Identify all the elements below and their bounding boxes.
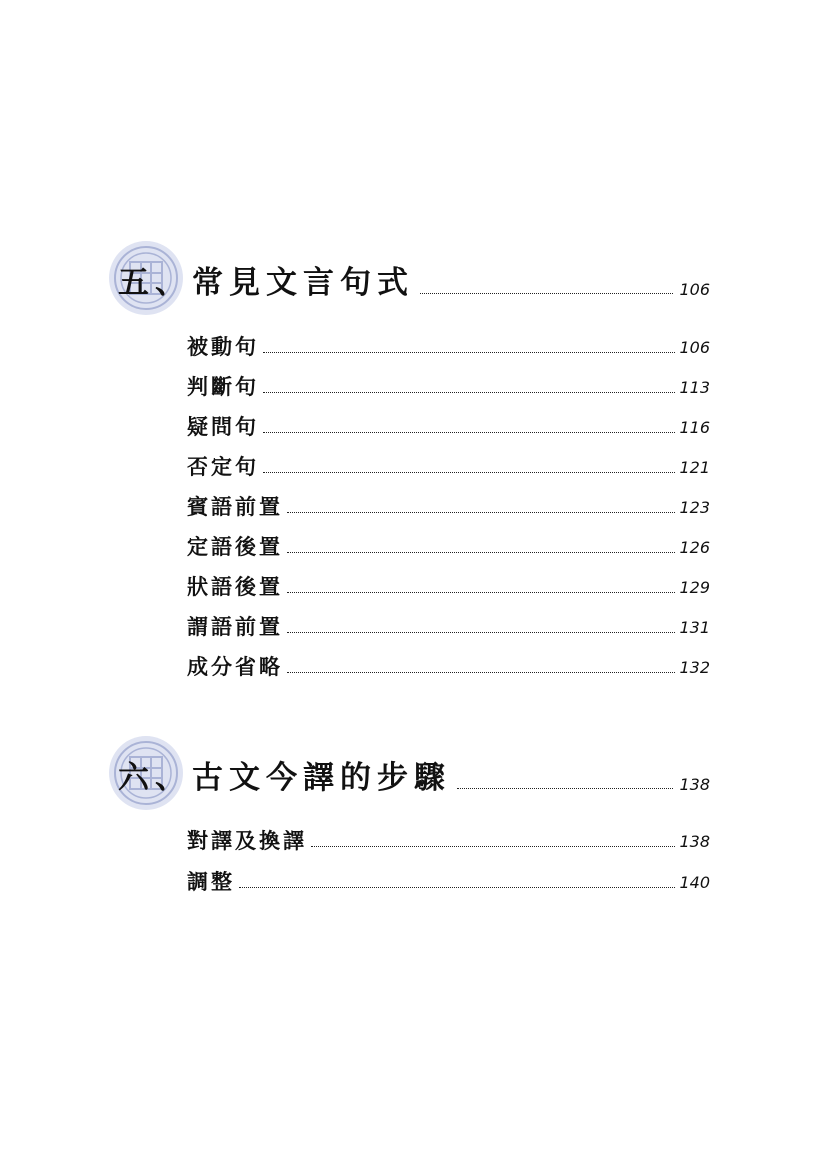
toc-entry-title: 謂語前置 [187,614,283,639]
toc-heading-title: 六、古文今譯的步驟 [118,760,451,796]
toc-entry[interactable] [187,376,710,397]
toc-entry[interactable] [187,536,710,557]
toc-entry[interactable] [187,416,710,437]
toc-heading-title: 五、常見文言句式 [118,265,414,301]
dot-leader [239,887,675,888]
toc-entry[interactable] [187,456,710,477]
toc-entry[interactable] [187,616,710,637]
dot-leader [263,432,675,433]
toc-entry-page: 126 [679,538,710,557]
toc-entry-title: 對譯及換譯 [187,828,307,853]
toc-entry-page: 123 [679,498,710,517]
dot-leader [263,392,675,393]
toc-entry-page: 116 [679,418,710,437]
toc-heading-row[interactable] [118,760,710,796]
toc-entry[interactable] [187,656,710,677]
toc-entry-title: 否定句 [187,454,259,479]
toc-entry-title: 判斷句 [187,374,259,399]
toc-heading-page: 106 [679,280,710,299]
toc-heading-page: 138 [679,775,710,794]
toc-entry-page: 113 [679,378,710,397]
toc-entry-page: 106 [679,338,710,357]
toc-entry[interactable] [187,830,710,851]
toc-entry[interactable] [187,576,710,597]
toc-entry-page: 138 [679,832,710,851]
toc-entry-title: 疑問句 [187,414,259,439]
toc-entry-page: 140 [679,873,710,892]
toc-entry-page: 121 [679,458,710,477]
dot-leader [263,472,675,473]
toc-entry-page: 131 [679,618,710,637]
toc-heading-row[interactable] [118,265,710,301]
toc-entry-title: 調整 [187,869,235,894]
toc-entry[interactable] [187,336,710,357]
toc-entry-page: 132 [679,658,710,677]
toc-entry-title: 狀語後置 [187,574,283,599]
toc-entry-title: 定語後置 [187,534,283,559]
dot-leader [457,788,673,789]
dot-leader [287,552,675,553]
toc-entry-page: 129 [679,578,710,597]
dot-leader [311,846,675,847]
dot-leader [287,672,675,673]
toc-entry-title: 成分省略 [187,654,283,679]
toc-entry-title: 賓語前置 [187,494,283,519]
dot-leader [420,293,673,294]
toc-entry[interactable] [187,871,710,892]
dot-leader [263,352,675,353]
dot-leader [287,512,675,513]
toc-entry-title: 被動句 [187,334,259,359]
dot-leader [287,632,675,633]
dot-leader [287,592,675,593]
toc-entry[interactable] [187,496,710,517]
